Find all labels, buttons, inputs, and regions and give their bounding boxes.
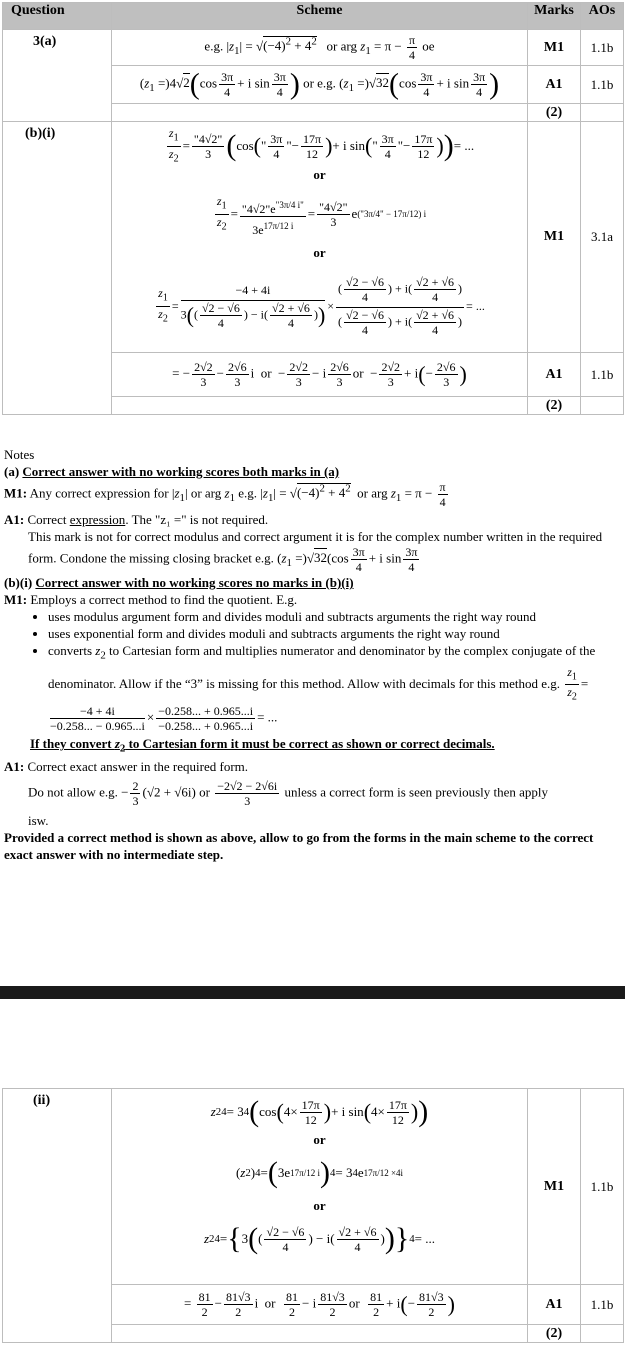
notes-b-heading-text: Correct answer with no working scores no marks in (b)(i) xyxy=(35,575,354,590)
part-ii-working xyxy=(112,1089,528,1285)
part-ii-row-1 xyxy=(3,1089,624,1285)
part-ii-total-blank xyxy=(112,1325,528,1343)
part-ii-a1: A1 xyxy=(528,1285,581,1325)
notes-section xyxy=(4,446,620,863)
notes-bullet-3: • converts $z_2$ to Cartesian form and multiplies numerator and denominator by the complex conjugate of the denominator. Allow if the “3” is missing for this method. Allow with decimals for this method e.g. $\frac{z_1}{z_2}$ = $\frac{-4 + 4i}{-0.258... - 0.965...i}$ × $\frac{-0.258... + 0.965...i}{-0.258... + 0.965...i}$ = ... xyxy=(48,642,620,733)
notes-a-m1: M1: Any correct expression for $|z_1|$ or arg $z_1$ e.g. $|z_1| = √(-4)^2 + 4^2$ or arg $z_1 = \pi$ − $\frac{\pi}{4}$ xyxy=(4,480,446,509)
notes-a-a1-pre: Correct xyxy=(27,512,70,527)
notes-a-a1-post: . The "z₁ =" is not required. xyxy=(125,512,269,527)
mark-scheme-table-bottom xyxy=(2,1088,624,1343)
notes-b-m1-text: Employs a correct method to find the quotient. E.g. xyxy=(30,592,298,607)
header-scheme: Scheme xyxy=(112,3,528,30)
part-bi-a1-ao: 1.1b xyxy=(581,353,624,397)
part-a-total-blank xyxy=(112,104,528,122)
notes-bullet-2: • uses exponential form and divides moduli and subtracts arguments the right way round xyxy=(48,625,620,642)
part-bi-total: (2) xyxy=(528,397,581,415)
notes-a-a1 xyxy=(4,511,620,528)
part-bi-total-ao xyxy=(581,397,624,415)
notes-a-heading: (a) Correct answer with no working scores both marks in (a) xyxy=(4,464,340,479)
part-bi-m1: M1 xyxy=(528,122,581,353)
part-bi-a1: A1 xyxy=(528,353,581,397)
page-divider-bar xyxy=(0,986,625,999)
part-ii-total: (2) xyxy=(528,1325,581,1343)
part-ii-line4: = $\frac{81}{2}$ − $\frac{81√3}{2}$ i or $\frac{81}{2}$ − i $\frac{81√3}{2}$ or $\frac{81}{2}$ + i(− $\frac{81√3}{2}$ ) xyxy=(112,1285,528,1325)
notes-a-a1-underlined: expression xyxy=(69,512,126,527)
part-bi-row-1 xyxy=(3,122,624,353)
part-a-label: 3(a) xyxy=(3,30,112,122)
notes-title: Notes xyxy=(4,447,35,462)
notes-b-a1-more: Do not allow e.g. − $\frac{2}{3}$ (√2 + √6i) or $\frac{-2√2 - 2√6i}{3}$ unless a correct form is seen previously then apply xyxy=(28,778,549,808)
part-ii-line1: z 2 4 = 3 4 ( cos ( 4× $\frac{17\pi}{12}$ ) + i sin ( 4× $\frac{17\pi}{12}$ ) ) xyxy=(210,1095,429,1128)
part-ii-total-ao xyxy=(581,1325,624,1343)
notes-bullet-1: • uses modulus argument form and divides moduli and subtracts arguments the right way round xyxy=(48,608,620,625)
part-bi-line3: $\frac{z_1}{z_2}$ = −4 + 4i 3(( $\frac{√2 - √6}{4}$ ) − i( $\frac{√2 + √6}{4}$ )) × ( $\frac{√2 - √6}{4}$ ) + i( $\frac{√2 + √6}{4}$ ) ( $\frac{√2 - √6}{4}$ ) + i( $\frac{√2 + √6}{4}$ ) = ... xyxy=(158,275,485,337)
part-ii-line2: ( z 2 ) 4 = ( 3e 17π/12 i ) 4 = 3 4 e 17π/12 ×4i xyxy=(235,1156,404,1189)
notes-b-m1 xyxy=(4,591,620,608)
notes-b-a1-text: Correct exact answer in the required form. xyxy=(27,758,249,774)
notes-b-a1-label: A1: xyxy=(4,758,25,774)
part-bi-or2: or xyxy=(313,245,326,260)
notes-a-heading-text: Correct answer with no working scores both marks in (a) xyxy=(22,464,340,479)
part-ii-or2: or xyxy=(313,1198,326,1213)
part-ii-label: (ii) xyxy=(3,1089,112,1343)
notes-a-a1-label: A1: xyxy=(4,512,25,527)
part-a-a1-ao: 1.1b xyxy=(581,66,624,104)
part-a-total: (2) xyxy=(528,104,581,122)
notes-a-a1-more: This mark is not for correct modulus and correct argument it is for the complex number written in the required form. Condone the missing closing bracket e.g. $(z_1 =)√32(\cos$ $\frac{3\pi}{4}$ + i sin $\frac{3\pi}{4}$ xyxy=(28,529,603,574)
part-bi-total-blank xyxy=(112,397,528,415)
part-ii-line3: z 2 4 = { 3 ( ( $\frac{√2 - √6}{4}$ ) − i( $\frac{√2 + √6}{4}$ ) ) } 4 = ... xyxy=(203,1222,436,1255)
notes-convert: If they convert $z_2$ to Cartesian form it must be correct as shown or correct decimals. xyxy=(30,736,495,755)
part-bi-line2: $\frac{z_1}{z_2}$ = $\frac{"4√2"e^{"3\pi/4 i"}}{3e^{17\pi/12 i}}$ = $\frac{"4√2"}{3}$ e ("3π/4" − 17π/12) i xyxy=(112,182,527,246)
part-bi-line4: = − $\frac{2√2}{3}$ − $\frac{2√6}{3}$ i or − $\frac{2√2}{3}$ − i $\frac{2√6}{3}$ or − $\frac{2√2}{3}$ + i(− $\frac{2√6}{3}$ ) xyxy=(112,353,528,397)
notes-provided: Provided a correct method is shown as above, allow to go from the forms in the main scheme to the correct exact answer with no intermediate step. xyxy=(4,829,594,862)
part-bi-line1: $\frac{z_1}{z_2}$ = $\frac{"4√2"}{3}$ ( cos ( " $\frac{3\pi}{4}$ "− $\frac{17\pi}{12}$ ) + i sin ( " $\frac{3\pi}{4}$ "− $\frac{17\pi}{12}$ ) ) = ... xyxy=(168,126,475,164)
header-marks: Marks xyxy=(528,3,581,30)
mark-scheme-table-top xyxy=(2,2,624,415)
part-a-line1: e.g. $|z_1| = √(-4)^2 + 4^2$ or arg $z_1 = \pi$ − $\frac{\pi}{4}$ oe xyxy=(112,30,528,66)
part-a-m1-ao: 1.1b xyxy=(581,30,624,66)
header-aos: AOs xyxy=(581,3,624,30)
part-a-line2: $(z_1 =)4√2(\cos$ $\frac{3\pi}{4}$ + i sin $\frac{3\pi}{4}$ ) or e.g. $(z_1 =)√32(\cos$ $\frac{3\pi}{4}$ + i sin $\frac{3\pi}{4}$ ) xyxy=(112,66,528,104)
part-a-row-1 xyxy=(3,30,624,66)
part-a-total-ao xyxy=(581,104,624,122)
notes-a-m1-label: M1: xyxy=(4,485,28,501)
notes-b-m1-label: M1: xyxy=(4,592,28,607)
header-question: Question xyxy=(3,3,112,30)
part-bi-label: (b)(i) xyxy=(3,122,112,415)
part-bi-working xyxy=(112,122,528,353)
notes-b-heading: (b)(i) Correct answer with no working scores no marks in (b)(i) xyxy=(4,575,354,590)
part-a-m1: M1 xyxy=(528,30,581,66)
part-bi-or1: or xyxy=(313,167,326,182)
notes-isw: isw. xyxy=(28,812,49,828)
part-a-a1: A1 xyxy=(528,66,581,104)
part-ii-m1-ao: 1.1b xyxy=(581,1089,624,1285)
part-ii-or1: or xyxy=(313,1132,326,1147)
part-ii-a1-ao: 1.1b xyxy=(581,1285,624,1325)
notes-b-a1 xyxy=(4,758,620,775)
part-ii-m1: M1 xyxy=(528,1089,581,1285)
notes-b-bullets xyxy=(4,608,620,733)
header-row xyxy=(3,3,624,30)
part-bi-m1-ao: 3.1a xyxy=(581,122,624,353)
